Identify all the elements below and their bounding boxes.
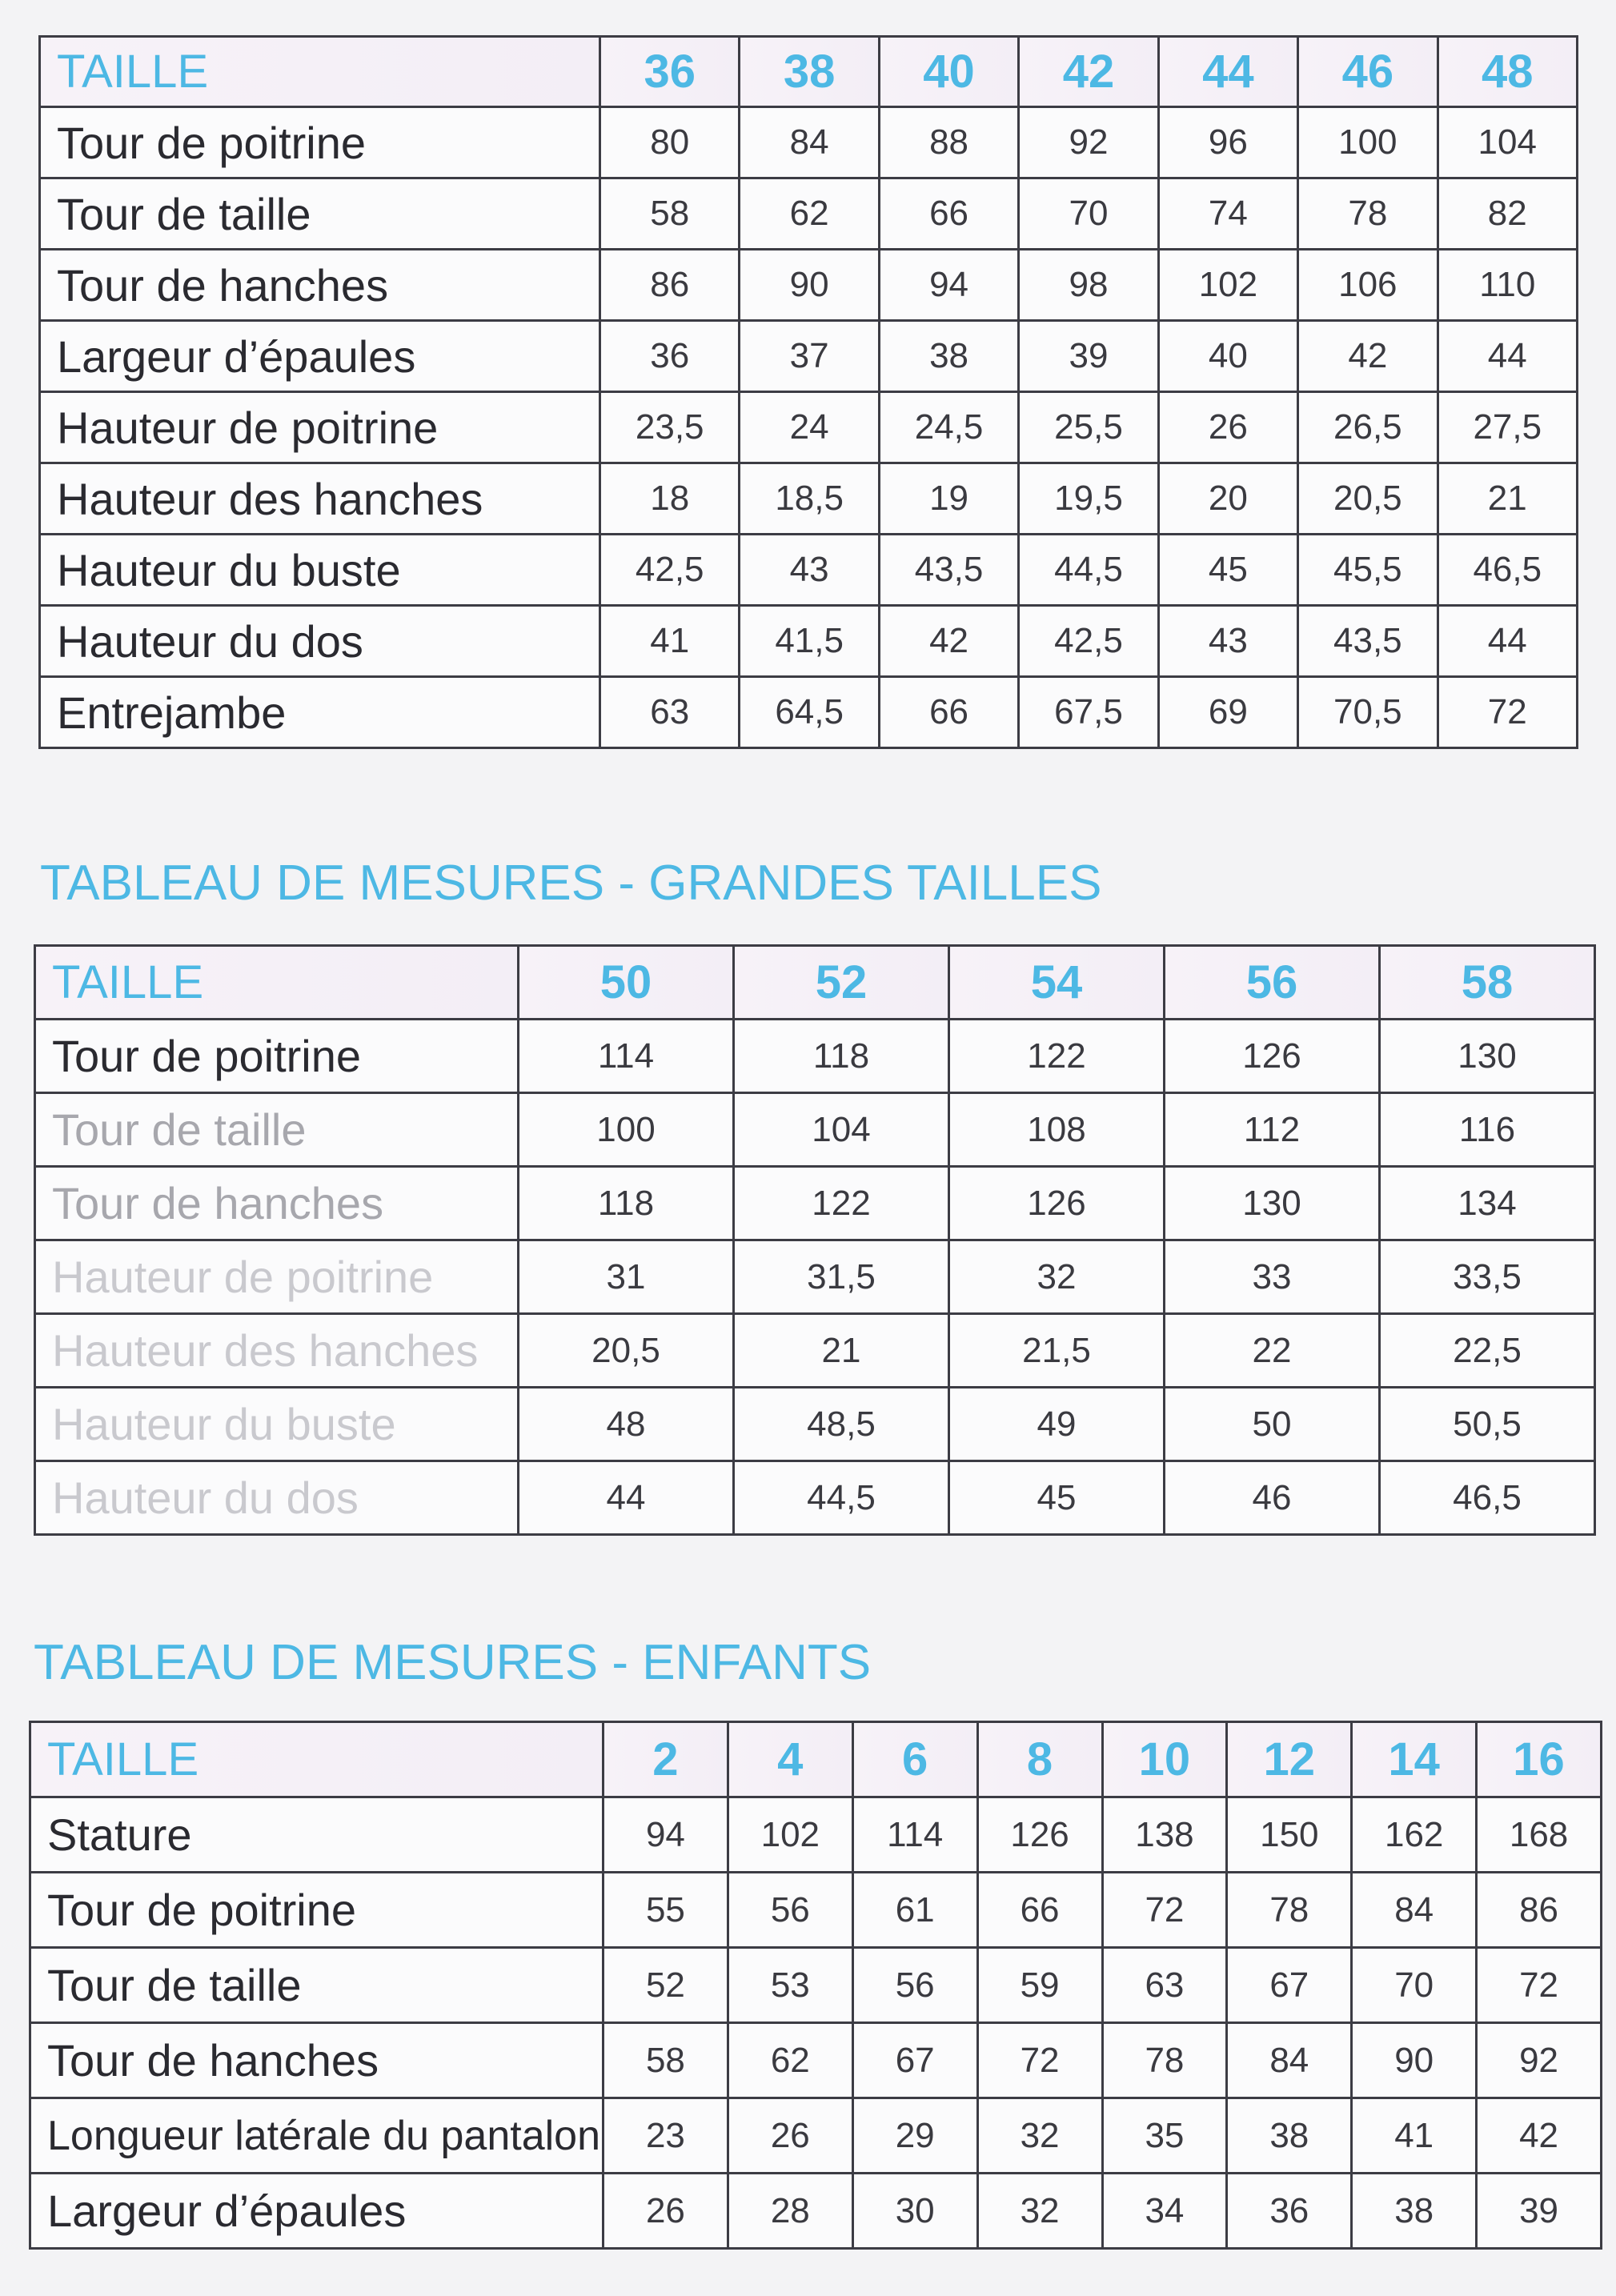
table-cell: 45 <box>949 1461 1165 1535</box>
size-header: 2 <box>603 1722 728 1797</box>
size-header: 56 <box>1165 946 1380 1020</box>
table-cell: 67 <box>1227 1948 1352 2023</box>
size-header: 14 <box>1352 1722 1477 1797</box>
table-cell: 42,5 <box>1019 606 1158 677</box>
table-row <box>35 1388 1595 1461</box>
table-cell: 25,5 <box>1019 392 1158 463</box>
table-cell: 66 <box>879 677 1018 748</box>
table-cell: 118 <box>519 1167 734 1240</box>
table-cell: 19,5 <box>1019 463 1158 535</box>
table-cell: 31 <box>519 1240 734 1314</box>
table-cell: 46,5 <box>1438 535 1577 606</box>
table-cell: 33 <box>1165 1240 1380 1314</box>
row-label: Hauteur des hanches <box>40 463 600 535</box>
table-cell: 116 <box>1380 1093 1595 1167</box>
table-cell: 126 <box>1165 1020 1380 1093</box>
row-label: Entrejambe <box>40 677 600 748</box>
plus-size-table <box>34 944 1596 1536</box>
table-cell: 43 <box>740 535 879 606</box>
table-cell: 37 <box>740 321 879 392</box>
table-cell: 22 <box>1165 1314 1380 1388</box>
table-cell: 22,5 <box>1380 1314 1595 1388</box>
table-cell: 66 <box>977 1873 1102 1948</box>
table-cell: 27,5 <box>1438 392 1577 463</box>
table-cell: 162 <box>1352 1797 1477 1873</box>
size-header: 10 <box>1102 1722 1227 1797</box>
table-cell: 90 <box>740 250 879 321</box>
table-cell: 72 <box>1102 1873 1227 1948</box>
table-row <box>35 1314 1595 1388</box>
table-cell: 41,5 <box>740 606 879 677</box>
table-cell: 78 <box>1227 1873 1352 1948</box>
table-cell: 102 <box>1158 250 1297 321</box>
table-cell: 42 <box>1298 321 1438 392</box>
table-cell: 150 <box>1227 1797 1352 1873</box>
table-row <box>40 250 1578 321</box>
table-cell: 56 <box>728 1873 852 1948</box>
table-row <box>40 677 1578 748</box>
table-cell: 86 <box>1477 1873 1602 1948</box>
table-cell: 78 <box>1102 2023 1227 2098</box>
table-cell: 39 <box>1477 2174 1602 2249</box>
table-cell: 67 <box>852 2023 977 2098</box>
table-cell: 130 <box>1380 1020 1595 1093</box>
table-cell: 38 <box>1352 2174 1477 2249</box>
table-cell: 38 <box>1227 2098 1352 2174</box>
table-cell: 46 <box>1165 1461 1380 1535</box>
table-cell: 19 <box>879 463 1018 535</box>
table-cell: 88 <box>879 107 1018 178</box>
table-cell: 110 <box>1438 250 1577 321</box>
table-cell: 122 <box>949 1020 1165 1093</box>
row-label: Longueur latérale du pantalon <box>30 2098 603 2174</box>
table-cell: 55 <box>603 1873 728 1948</box>
table-cell: 42 <box>1477 2098 1602 2174</box>
table-cell: 46,5 <box>1380 1461 1595 1535</box>
table-cell: 72 <box>1477 1948 1602 2023</box>
size-header: 4 <box>728 1722 852 1797</box>
row-label: Largeur d’épaules <box>30 2174 603 2249</box>
table-cell: 92 <box>1477 2023 1602 2098</box>
table-cell: 32 <box>949 1240 1165 1314</box>
table-row <box>35 1240 1595 1314</box>
table-cell: 28 <box>728 2174 852 2249</box>
size-header: 44 <box>1158 37 1297 107</box>
table-cell: 130 <box>1165 1167 1380 1240</box>
table-cell: 114 <box>852 1797 977 1873</box>
table-cell: 94 <box>603 1797 728 1873</box>
table-row <box>30 1948 1602 2023</box>
table-cell: 49 <box>949 1388 1165 1461</box>
header-row <box>40 37 1578 107</box>
row-label: Hauteur du buste <box>35 1388 519 1461</box>
row-label: Tour de taille <box>40 178 600 250</box>
table-cell: 26 <box>603 2174 728 2249</box>
table-cell: 21 <box>734 1314 949 1388</box>
size-header: 42 <box>1019 37 1158 107</box>
table-cell: 59 <box>977 1948 1102 2023</box>
table-row <box>35 1167 1595 1240</box>
taille-header: TAILLE <box>40 37 600 107</box>
table-cell: 126 <box>949 1167 1165 1240</box>
table-cell: 20 <box>1158 463 1297 535</box>
table-cell: 62 <box>728 2023 852 2098</box>
table-cell: 78 <box>1298 178 1438 250</box>
size-header: 48 <box>1438 37 1577 107</box>
table-cell: 118 <box>734 1020 949 1093</box>
table-cell: 53 <box>728 1948 852 2023</box>
table-cell: 45 <box>1158 535 1297 606</box>
table-row <box>30 1873 1602 1948</box>
table-cell: 44,5 <box>1019 535 1158 606</box>
table-cell: 41 <box>600 606 740 677</box>
table-cell: 86 <box>600 250 740 321</box>
table-cell: 61 <box>852 1873 977 1948</box>
table-cell: 98 <box>1019 250 1158 321</box>
table-row <box>40 321 1578 392</box>
table-cell: 44 <box>1438 321 1577 392</box>
table-cell: 43,5 <box>879 535 1018 606</box>
table-row <box>35 1020 1595 1093</box>
table-cell: 20,5 <box>1298 463 1438 535</box>
row-label: Tour de hanches <box>35 1167 519 1240</box>
table-cell: 36 <box>600 321 740 392</box>
table-cell: 62 <box>740 178 879 250</box>
table-cell: 44 <box>519 1461 734 1535</box>
table-cell: 35 <box>1102 2098 1227 2174</box>
plus-table-body <box>35 946 1595 1535</box>
table-cell: 24,5 <box>879 392 1018 463</box>
table-cell: 67,5 <box>1019 677 1158 748</box>
table-cell: 106 <box>1298 250 1438 321</box>
table-cell: 36 <box>1227 2174 1352 2249</box>
table-row <box>40 107 1578 178</box>
table-cell: 63 <box>600 677 740 748</box>
table-cell: 168 <box>1477 1797 1602 1873</box>
table-cell: 64,5 <box>740 677 879 748</box>
table-cell: 138 <box>1102 1797 1227 1873</box>
row-label: Largeur d’épaules <box>40 321 600 392</box>
table-cell: 32 <box>977 2098 1102 2174</box>
row-label: Tour de taille <box>30 1948 603 2023</box>
table-cell: 63 <box>1102 1948 1227 2023</box>
table-cell: 21 <box>1438 463 1577 535</box>
size-header: 6 <box>852 1722 977 1797</box>
table-cell: 74 <box>1158 178 1297 250</box>
header-row <box>35 946 1595 1020</box>
row-label: Tour de taille <box>35 1093 519 1167</box>
table-cell: 84 <box>740 107 879 178</box>
table-cell: 23 <box>603 2098 728 2174</box>
table-row <box>40 535 1578 606</box>
table-cell: 30 <box>852 2174 977 2249</box>
size-header: 58 <box>1380 946 1595 1020</box>
plus-size-title: TABLEAU DE MESURES - GRANDES TAILLES <box>40 855 1102 911</box>
table-cell: 23,5 <box>600 392 740 463</box>
header-row <box>30 1722 1602 1797</box>
table-cell: 40 <box>1158 321 1297 392</box>
table-cell: 33,5 <box>1380 1240 1595 1314</box>
adult-size-table <box>38 35 1578 749</box>
row-label: Tour de poitrine <box>30 1873 603 1948</box>
row-label: Tour de hanches <box>40 250 600 321</box>
table-cell: 24 <box>740 392 879 463</box>
table-cell: 72 <box>977 2023 1102 2098</box>
table-row <box>40 392 1578 463</box>
size-header: 12 <box>1227 1722 1352 1797</box>
table-cell: 52 <box>603 1948 728 2023</box>
adult-table-body <box>40 37 1578 748</box>
size-header: 52 <box>734 946 949 1020</box>
table-cell: 18,5 <box>740 463 879 535</box>
size-header: 36 <box>600 37 740 107</box>
table-cell: 18 <box>600 463 740 535</box>
kids-size-title: TABLEAU DE MESURES - ENFANTS <box>34 1635 872 1690</box>
table-row <box>30 2174 1602 2249</box>
table-row <box>30 2023 1602 2098</box>
table-cell: 48 <box>519 1388 734 1461</box>
row-label: Hauteur de poitrine <box>35 1240 519 1314</box>
row-label: Hauteur des hanches <box>35 1314 519 1388</box>
row-label: Tour de poitrine <box>40 107 600 178</box>
size-header: 40 <box>879 37 1018 107</box>
table-cell: 21,5 <box>949 1314 1165 1388</box>
table-cell: 72 <box>1438 677 1577 748</box>
table-cell: 26,5 <box>1298 392 1438 463</box>
table-cell: 26 <box>728 2098 852 2174</box>
table-cell: 134 <box>1380 1167 1595 1240</box>
table-cell: 70,5 <box>1298 677 1438 748</box>
table-cell: 44,5 <box>734 1461 949 1535</box>
table-cell: 43,5 <box>1298 606 1438 677</box>
table-row <box>40 463 1578 535</box>
table-cell: 90 <box>1352 2023 1477 2098</box>
table-cell: 45,5 <box>1298 535 1438 606</box>
size-header: 54 <box>949 946 1165 1020</box>
row-label: Tour de hanches <box>30 2023 603 2098</box>
row-label: Hauteur du dos <box>40 606 600 677</box>
table-cell: 96 <box>1158 107 1297 178</box>
table-cell: 34 <box>1102 2174 1227 2249</box>
table-cell: 43 <box>1158 606 1297 677</box>
size-header: 8 <box>977 1722 1102 1797</box>
table-cell: 39 <box>1019 321 1158 392</box>
table-cell: 80 <box>600 107 740 178</box>
table-cell: 58 <box>603 2023 728 2098</box>
table-cell: 42 <box>879 606 1018 677</box>
size-header: 16 <box>1477 1722 1602 1797</box>
row-label: Hauteur de poitrine <box>40 392 600 463</box>
row-label: Hauteur du buste <box>40 535 600 606</box>
table-cell: 50 <box>1165 1388 1380 1461</box>
table-row <box>30 2098 1602 2174</box>
table-cell: 56 <box>852 1948 977 2023</box>
table-cell: 58 <box>600 178 740 250</box>
table-row <box>35 1093 1595 1167</box>
table-cell: 112 <box>1165 1093 1380 1167</box>
table-cell: 44 <box>1438 606 1577 677</box>
size-header: 50 <box>519 946 734 1020</box>
table-cell: 114 <box>519 1020 734 1093</box>
size-header: 38 <box>740 37 879 107</box>
table-cell: 48,5 <box>734 1388 949 1461</box>
table-cell: 84 <box>1352 1873 1477 1948</box>
table-cell: 41 <box>1352 2098 1477 2174</box>
size-header: 46 <box>1298 37 1438 107</box>
table-cell: 84 <box>1227 2023 1352 2098</box>
taille-header: TAILLE <box>30 1722 603 1797</box>
table-cell: 42,5 <box>600 535 740 606</box>
table-cell: 31,5 <box>734 1240 949 1314</box>
row-label: Hauteur du dos <box>35 1461 519 1535</box>
kids-size-table <box>29 1721 1602 2250</box>
table-cell: 50,5 <box>1380 1388 1595 1461</box>
table-cell: 100 <box>519 1093 734 1167</box>
table-cell: 38 <box>879 321 1018 392</box>
table-cell: 104 <box>1438 107 1577 178</box>
table-cell: 29 <box>852 2098 977 2174</box>
table-cell: 20,5 <box>519 1314 734 1388</box>
table-cell: 108 <box>949 1093 1165 1167</box>
row-label: Stature <box>30 1797 603 1873</box>
table-cell: 92 <box>1019 107 1158 178</box>
table-cell: 122 <box>734 1167 949 1240</box>
table-cell: 66 <box>879 178 1018 250</box>
table-cell: 126 <box>977 1797 1102 1873</box>
table-cell: 70 <box>1352 1948 1477 2023</box>
row-label: Tour de poitrine <box>35 1020 519 1093</box>
table-cell: 104 <box>734 1093 949 1167</box>
table-cell: 32 <box>977 2174 1102 2249</box>
table-cell: 26 <box>1158 392 1297 463</box>
table-cell: 102 <box>728 1797 852 1873</box>
kids-table-body <box>30 1722 1602 2249</box>
table-cell: 70 <box>1019 178 1158 250</box>
table-cell: 100 <box>1298 107 1438 178</box>
table-row <box>40 178 1578 250</box>
table-cell: 94 <box>879 250 1018 321</box>
table-cell: 82 <box>1438 178 1577 250</box>
taille-header: TAILLE <box>35 946 519 1020</box>
table-row <box>35 1461 1595 1535</box>
table-row <box>30 1797 1602 1873</box>
table-cell: 69 <box>1158 677 1297 748</box>
table-row <box>40 606 1578 677</box>
